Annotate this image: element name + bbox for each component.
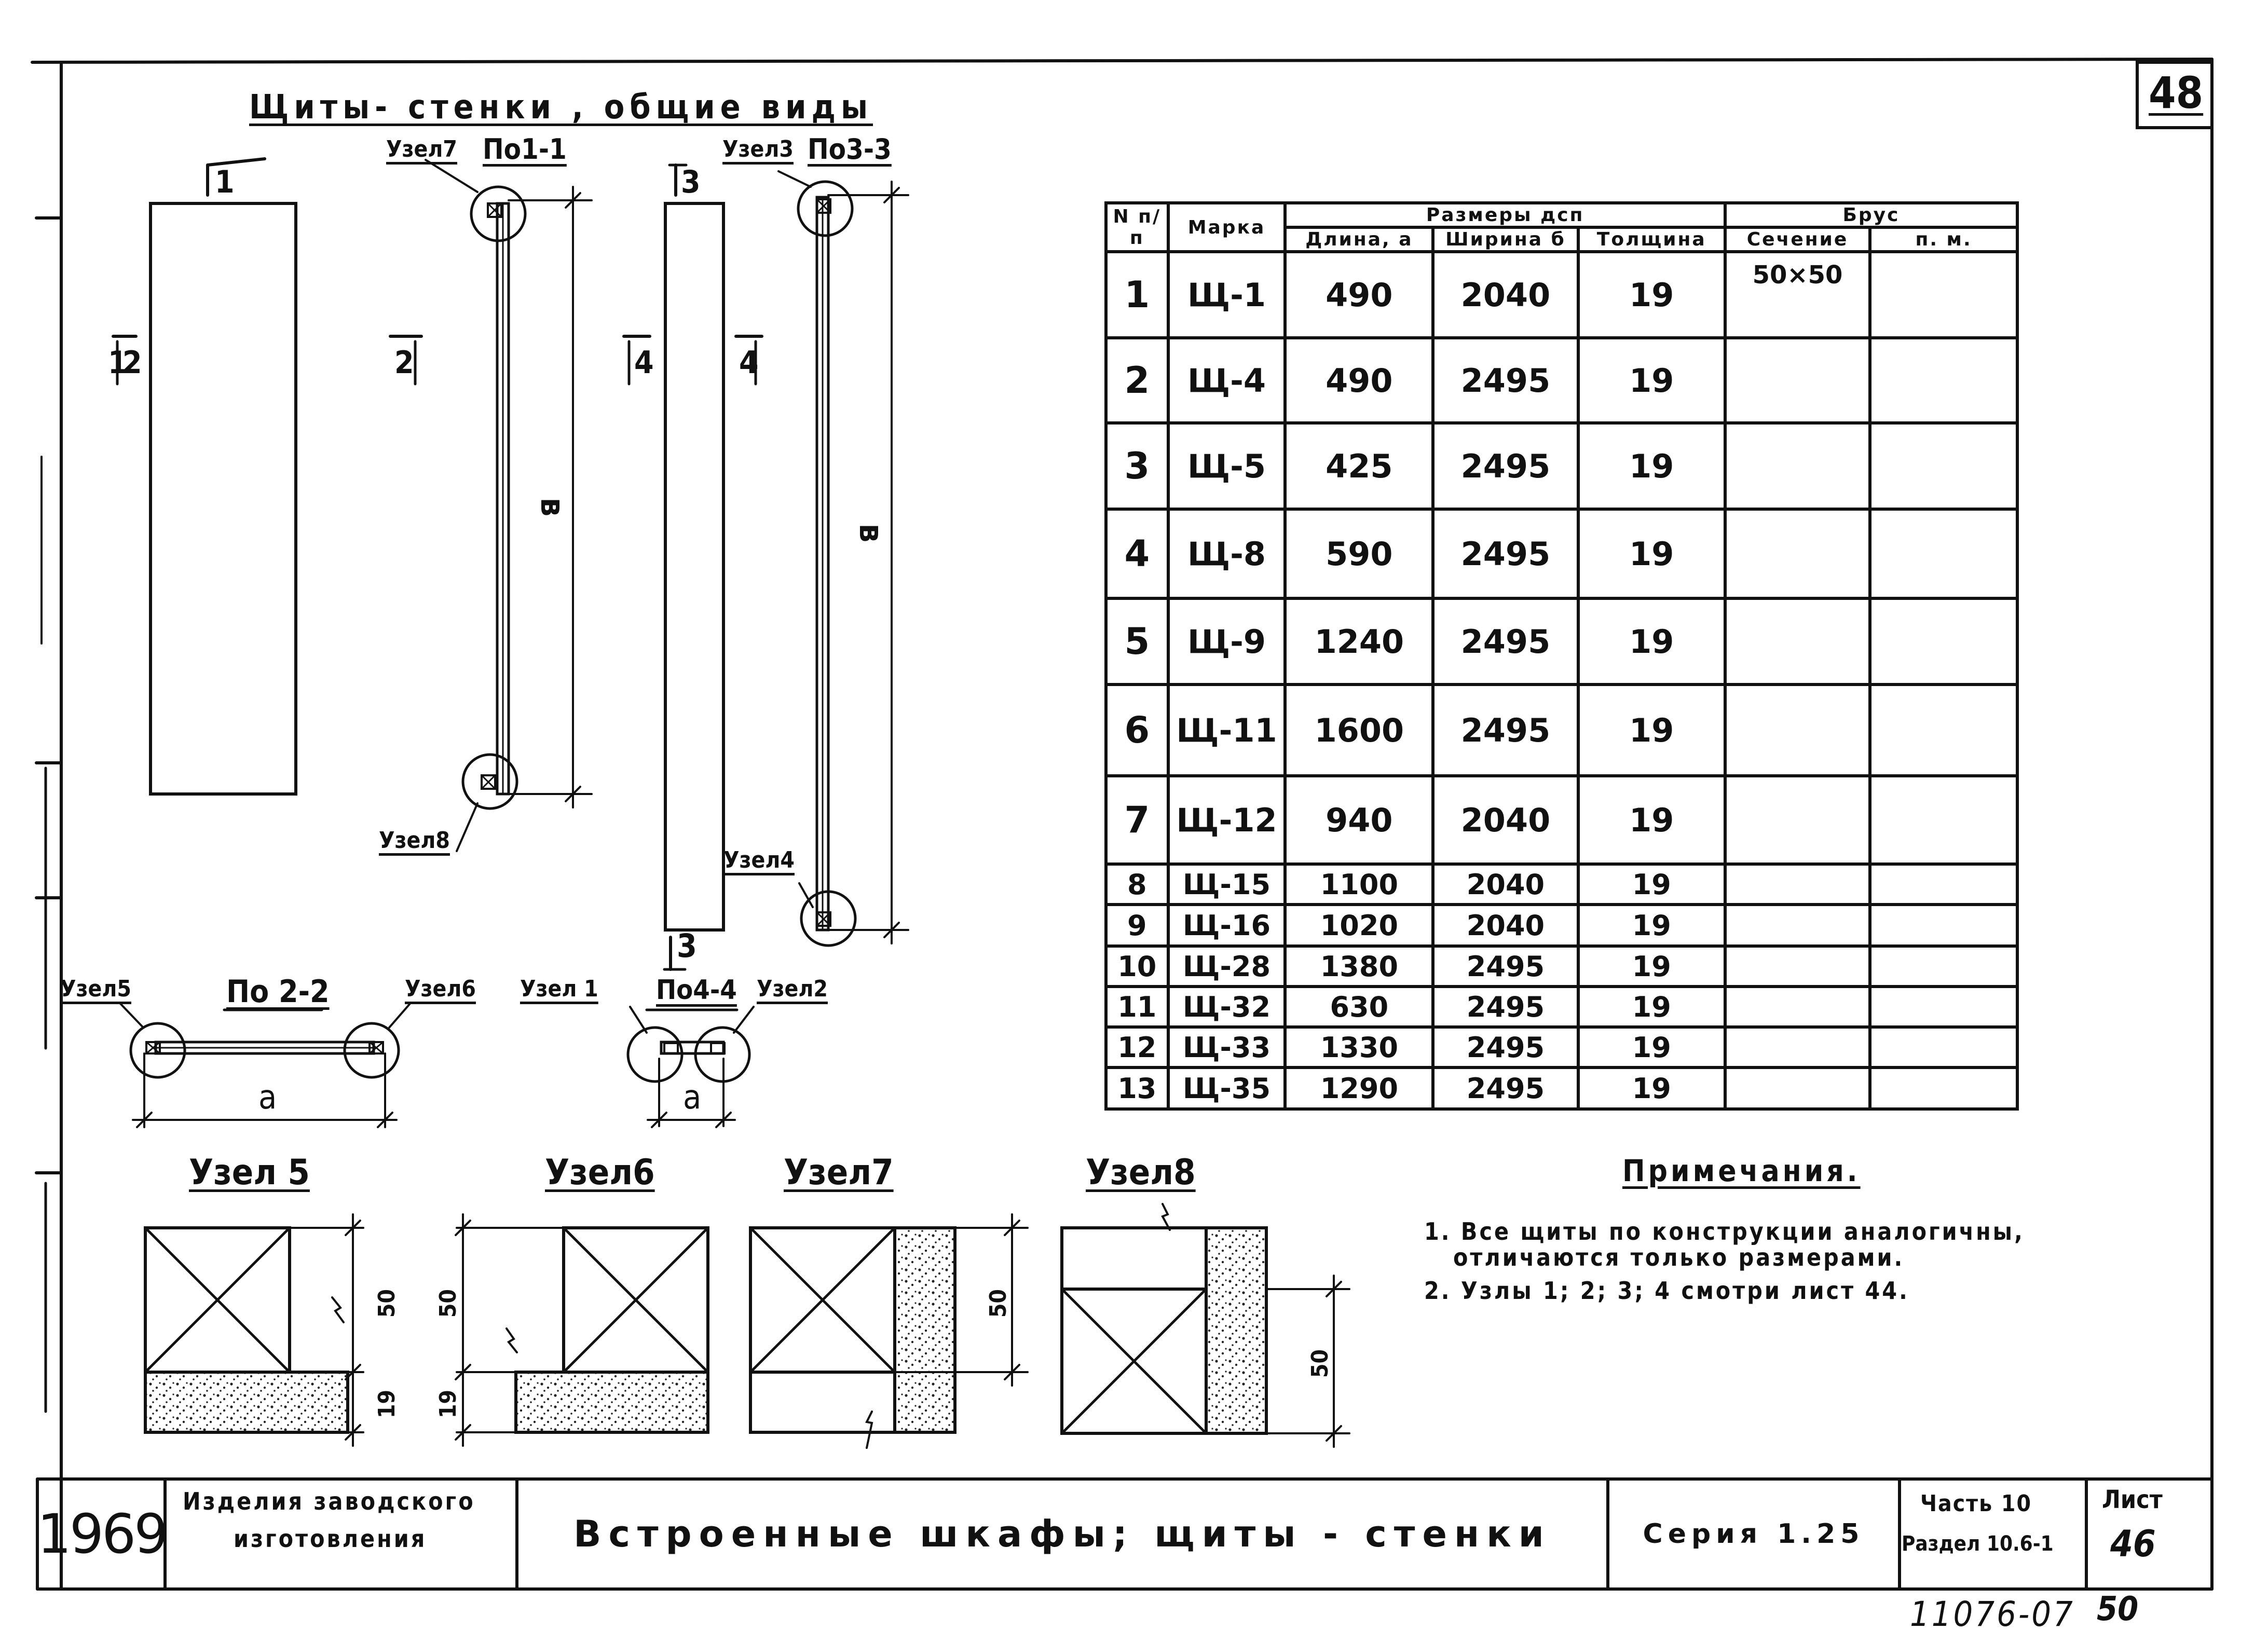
label-uzel1: Узел 1 xyxy=(520,976,598,1002)
row-section xyxy=(1725,905,1870,946)
cut-mark-1-top: 1 xyxy=(215,164,235,200)
row-mark: Щ-16 xyxy=(1168,905,1286,946)
row-mark: Щ-4 xyxy=(1168,338,1286,423)
row-section xyxy=(1725,684,1870,776)
row-mark: Щ-11 xyxy=(1168,684,1286,776)
row-length: 630 xyxy=(1285,987,1433,1027)
row-length: 1100 xyxy=(1285,864,1433,905)
row-section xyxy=(1725,1067,1870,1109)
row-number: 13 xyxy=(1106,1067,1168,1109)
header-mark: Марка xyxy=(1168,203,1286,252)
row-length: 1020 xyxy=(1285,905,1433,946)
node5-title: Узел 5 xyxy=(189,1152,310,1193)
row-width: 2495 xyxy=(1433,509,1578,598)
row-number: 2 xyxy=(1106,338,1168,423)
row-width: 2495 xyxy=(1433,946,1578,987)
title-block-year: 1969 xyxy=(37,1502,167,1566)
row-length: 1600 xyxy=(1285,684,1433,776)
title-block-section: Раздел 10.6-1 xyxy=(1902,1532,2054,1556)
label-uzel7: Узел7 xyxy=(386,136,457,162)
row-mark: Щ-5 xyxy=(1168,423,1286,509)
node6-dim-19: 19 xyxy=(435,1389,462,1419)
row-length: 490 xyxy=(1285,252,1433,338)
row-thickness: 19 xyxy=(1578,1067,1725,1109)
node8-title: Узел8 xyxy=(1086,1152,1196,1193)
row-length: 590 xyxy=(1285,509,1433,598)
row-number: 1 xyxy=(1106,252,1168,338)
row-width: 2495 xyxy=(1433,338,1578,423)
footer-page-number: 50 xyxy=(2097,1590,2139,1628)
footer-doc-code: 11076-07 xyxy=(1910,1594,2075,1634)
row-length: 1330 xyxy=(1285,1027,1433,1067)
table-row xyxy=(1106,423,2017,509)
row-number: 8 xyxy=(1106,864,1168,905)
row-section xyxy=(1725,1027,1870,1067)
row-lm xyxy=(1870,946,2017,987)
row-width: 2495 xyxy=(1433,423,1578,509)
header-sizes: Размеры дсп xyxy=(1285,203,1725,227)
label-po2: По 2-2 xyxy=(226,974,330,1010)
row-thickness: 19 xyxy=(1578,338,1725,423)
title-block-part: Часть 10 xyxy=(1920,1490,2032,1517)
row-thickness: 19 xyxy=(1578,776,1725,864)
row-thickness: 19 xyxy=(1578,598,1725,684)
row-length: 1380 xyxy=(1285,946,1433,987)
node5-dim-50: 50 xyxy=(374,1289,401,1318)
row-number: 5 xyxy=(1106,598,1168,684)
node6-title: Узел6 xyxy=(545,1152,655,1193)
row-lm xyxy=(1870,776,2017,864)
row-width: 2040 xyxy=(1433,252,1578,338)
node6-dim-50: 50 xyxy=(435,1289,462,1318)
row-length: 1290 xyxy=(1285,1067,1433,1109)
notes-line-2: отличаются только размерами. xyxy=(1453,1243,1905,1271)
row-number: 6 xyxy=(1106,684,1168,776)
row-width: 2495 xyxy=(1433,1027,1578,1067)
row-section xyxy=(1725,338,1870,423)
cut-mark-4-left: 4 xyxy=(634,345,654,381)
label-uzel3: Узел3 xyxy=(722,136,794,162)
row-width: 2495 xyxy=(1433,987,1578,1027)
row-lm xyxy=(1870,1027,2017,1067)
row-length: 1240 xyxy=(1285,598,1433,684)
node7-dim-50: 50 xyxy=(985,1289,1012,1318)
row-number: 10 xyxy=(1106,946,1168,987)
row-width: 2040 xyxy=(1433,776,1578,864)
dim-label-b1: в xyxy=(533,497,572,517)
row-lm xyxy=(1870,684,2017,776)
row-lm xyxy=(1870,509,2017,598)
row-length: 490 xyxy=(1285,338,1433,423)
table-row xyxy=(1106,598,2017,684)
cut-mark-4-right: 4 xyxy=(739,345,759,381)
row-lm xyxy=(1870,598,2017,684)
row-thickness: 19 xyxy=(1578,509,1725,598)
header-lm: п. м. xyxy=(1870,227,2017,252)
table-row xyxy=(1106,905,2017,946)
row-mark: Щ-9 xyxy=(1168,598,1286,684)
header-brus: Брус xyxy=(1725,203,2017,227)
row-number: 9 xyxy=(1106,905,1168,946)
node7-title: Узел7 xyxy=(784,1152,894,1193)
row-section xyxy=(1725,946,1870,987)
row-section xyxy=(1725,864,1870,905)
label-po4: По4-4 xyxy=(656,975,737,1006)
label-po1: По1-1 xyxy=(483,133,567,166)
notes-title: Примечания. xyxy=(1622,1153,1861,1188)
label-uzel2: Узел2 xyxy=(757,976,828,1002)
row-length: 425 xyxy=(1285,423,1433,509)
row-section xyxy=(1725,987,1870,1027)
row-width: 2040 xyxy=(1433,905,1578,946)
row-thickness: 19 xyxy=(1578,987,1725,1027)
table-row xyxy=(1106,864,2017,905)
row-mark: Щ-8 xyxy=(1168,509,1286,598)
row-section xyxy=(1725,423,1870,509)
panel-spec-table xyxy=(1104,201,2019,1111)
row-thickness: 19 xyxy=(1578,252,1725,338)
row-mark: Щ-32 xyxy=(1168,987,1286,1027)
row-thickness: 19 xyxy=(1578,905,1725,946)
row-mark: Щ-35 xyxy=(1168,1067,1286,1109)
node5-dim-19: 19 xyxy=(374,1389,401,1419)
row-number: 4 xyxy=(1106,509,1168,598)
row-number: 7 xyxy=(1106,776,1168,864)
table-row xyxy=(1106,684,2017,776)
row-number: 12 xyxy=(1106,1027,1168,1067)
dim-label-b2: в xyxy=(852,523,891,543)
row-mark: Щ-1 xyxy=(1168,252,1286,338)
row-mark: Щ-28 xyxy=(1168,946,1286,987)
row-thickness: 19 xyxy=(1578,864,1725,905)
title-block-org-line1: Изделия заводского xyxy=(183,1487,475,1515)
row-thickness: 19 xyxy=(1578,684,1725,776)
label-uzel8: Узел8 xyxy=(379,827,450,854)
table-row xyxy=(1106,1067,2017,1109)
row-thickness: 19 xyxy=(1578,946,1725,987)
dim-label-a2: a xyxy=(683,1078,702,1117)
row-lm xyxy=(1870,905,2017,946)
table-row xyxy=(1106,1027,2017,1067)
table-row xyxy=(1106,509,2017,598)
header-width: Ширина б xyxy=(1433,227,1578,252)
row-lm xyxy=(1870,252,2017,338)
row-width: 2495 xyxy=(1433,598,1578,684)
row-section xyxy=(1725,598,1870,684)
row-lm xyxy=(1870,1067,2017,1109)
header-length: Длина, а xyxy=(1285,227,1433,252)
header-section: Сечение xyxy=(1725,227,1870,252)
title-block-series: Серия 1.25 xyxy=(1643,1518,1865,1550)
label-uzel5-top: Узел5 xyxy=(60,976,131,1002)
label-uzel6-top: Узел6 xyxy=(405,976,476,1002)
cut-mark-3-bottom: 3 xyxy=(677,927,697,965)
row-width: 2040 xyxy=(1433,864,1578,905)
node8-dim-50: 50 xyxy=(1307,1349,1334,1378)
drawing-title: Щиты- стенки , общие виды xyxy=(249,88,873,127)
title-block-title: Встроенные шкафы; щиты - стенки xyxy=(573,1513,1551,1555)
row-number: 11 xyxy=(1106,987,1168,1027)
sheet-number-top: 48 xyxy=(2149,67,2204,118)
header-thickness: Толщина xyxy=(1578,227,1725,252)
row-number: 3 xyxy=(1106,423,1168,509)
notes-line-1: 1. Все щиты по конструкции аналогичны, xyxy=(1424,1217,2025,1245)
table-row xyxy=(1106,776,2017,864)
table-row xyxy=(1106,338,2017,423)
spec-table-body xyxy=(1106,252,2017,1109)
cut-mark-2-left: 2 xyxy=(122,345,142,381)
label-uzel4: Узел4 xyxy=(723,847,795,873)
row-lm xyxy=(1870,987,2017,1027)
title-block-org-line2: изготовления xyxy=(234,1525,427,1553)
cut-mark-3-top: 3 xyxy=(681,164,701,200)
dim-label-a1: a xyxy=(258,1078,277,1117)
table-row xyxy=(1106,946,2017,987)
cut-mark-2-right: 2 xyxy=(394,345,414,381)
table-row xyxy=(1106,252,2017,338)
title-block-sheet-label: Лист xyxy=(2102,1485,2163,1514)
notes-line-3: 2. Узлы 1; 2; 3; 4 смотри лист 44. xyxy=(1424,1277,1909,1305)
title-block-sheet-number: 46 xyxy=(2110,1523,2156,1565)
row-lm xyxy=(1870,423,2017,509)
row-width: 2495 xyxy=(1433,684,1578,776)
row-mark: Щ-15 xyxy=(1168,864,1286,905)
row-thickness: 19 xyxy=(1578,1027,1725,1067)
row-mark: Щ-12 xyxy=(1168,776,1286,864)
row-thickness: 19 xyxy=(1578,423,1725,509)
cut-mark-1-left: 1 xyxy=(108,345,128,381)
row-section xyxy=(1725,776,1870,864)
row-length: 940 xyxy=(1285,776,1433,864)
label-po3: По3-3 xyxy=(808,133,892,166)
row-width: 2495 xyxy=(1433,1067,1578,1109)
table-row xyxy=(1106,987,2017,1027)
row-section xyxy=(1725,509,1870,598)
header-num: N п/п xyxy=(1106,203,1168,252)
row-section: 50×50 xyxy=(1725,252,1870,338)
row-mark: Щ-33 xyxy=(1168,1027,1286,1067)
row-lm xyxy=(1870,338,2017,423)
row-lm xyxy=(1870,864,2017,905)
